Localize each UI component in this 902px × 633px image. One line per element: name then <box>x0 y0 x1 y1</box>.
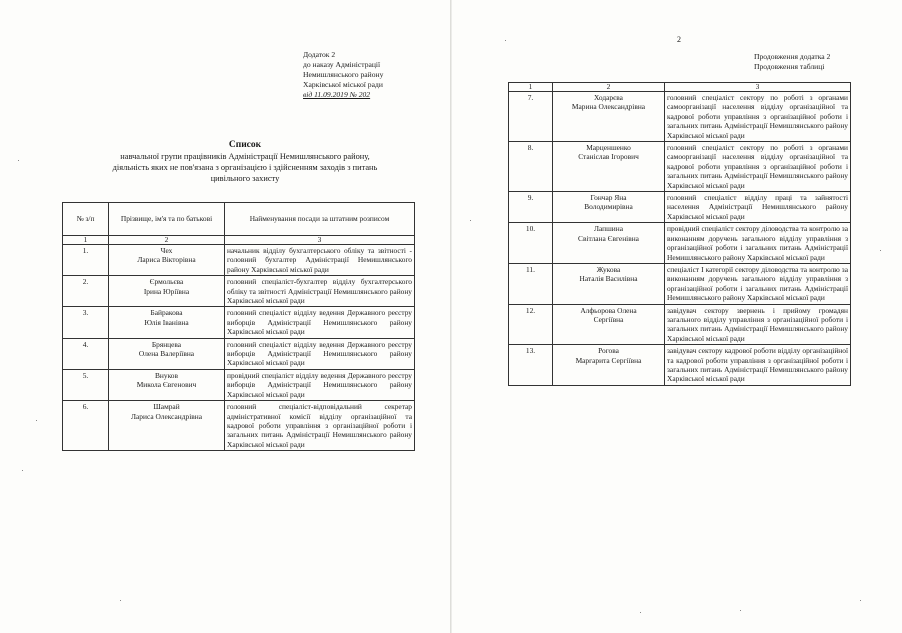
index-cell: 3 <box>665 83 851 92</box>
position-title: головний спеціаліст відділу ведення Державного реєстру виборців Адміністрації Немишлянського району Харківської міської ради <box>225 338 415 369</box>
document-title <box>60 140 430 184</box>
employee-surname: Внуков <box>155 370 178 380</box>
scan-speck <box>740 610 741 611</box>
page-number: 2 <box>677 35 681 44</box>
row-number: 9. <box>509 192 553 223</box>
index-cell: 2 <box>553 83 665 92</box>
employee-surname: Жукова <box>596 264 621 274</box>
employee-name-cell <box>109 307 225 338</box>
employee-name-cell <box>109 369 225 400</box>
table-row <box>63 338 415 369</box>
employee-surname: Брянцева <box>151 339 182 349</box>
row-number: 2. <box>63 276 109 307</box>
left-rows <box>63 245 415 451</box>
title-line-2: діяльність яких не пов'язана з організацією і здійсненням заходів з питань <box>112 163 378 172</box>
employee-surname: Єрмольєва <box>149 277 184 287</box>
table-row <box>63 307 415 338</box>
row-number: 4. <box>63 338 109 369</box>
employee-surname: Гончар Яна <box>590 193 627 203</box>
employee-name-cell <box>553 345 665 386</box>
employee-surname: Байракова <box>150 308 183 318</box>
employee-name-cell <box>109 338 225 369</box>
scan-speck <box>120 600 121 601</box>
table-row <box>509 304 851 345</box>
scan-speck <box>36 420 37 421</box>
scan-speck <box>18 160 19 161</box>
employee-given-names: Маргарита Сергіївна <box>575 355 642 365</box>
position-title: головний спеціаліст сектору по роботі з органами самоорганізації населення відділу організаційної та кадрової роботи управління з організаційної роботи і загальних питань Адміністрації Немишлянського району Харківської міської ради <box>665 92 851 142</box>
position-title: головний спеціаліст сектору по роботі з органами самоорганізації населення відділу організаційної та кадрової роботи управління з організаційної роботи і загальних питань Адміністрації Немишлянського району Харківської міської ради <box>665 142 851 192</box>
position-title: начальник відділу бухгалтерського обліку та звітності - головний бухгалтер Адміністрації Немишлянського району Харківської міської ради <box>225 245 415 276</box>
employee-surname: Марценшенко <box>586 143 631 153</box>
employee-given-names: Микола Євгенович <box>136 380 197 390</box>
left-page <box>0 0 450 633</box>
employee-name-cell <box>553 192 665 223</box>
table-row <box>509 142 851 192</box>
row-number: 6. <box>63 401 109 451</box>
employee-name-cell <box>109 245 225 276</box>
employee-name-cell <box>553 92 665 142</box>
table-index-row <box>509 83 851 92</box>
scan-speck <box>22 470 23 471</box>
position-title: головний спеціаліст відділу ведення Державного реєстру виборців Адміністрації Немишлянського району Харківської міської ради <box>225 307 415 338</box>
staff-table-right <box>508 82 851 386</box>
index-cell: 1 <box>63 236 109 245</box>
table-row <box>63 245 415 276</box>
position-title: завідувач сектору кадрової роботи відділу організаційної та кадрової роботи управління з організаційної роботи і загальних питань Адміністрації Немишлянського району Харківської міської ради <box>665 345 851 386</box>
table-row <box>509 345 851 386</box>
index-cell: 1 <box>509 83 553 92</box>
position-title: головний спеціаліст відділу праці та зайнятості населення Адміністрації Немишлянського району Харківської міської ради <box>665 192 851 223</box>
employee-given-names: Сергіївна <box>593 314 624 324</box>
city-council-name: Харківської міської ради <box>303 80 383 89</box>
order-date-number: від 11.09.2019 № 202 <box>303 90 371 99</box>
continuation-appendix: Продовження додатка 2 <box>754 52 831 61</box>
employee-name-cell <box>553 263 665 304</box>
index-cell: 2 <box>109 236 225 245</box>
position-title: провідний спеціаліст відділу ведення Державного реєстру виборців Адміністрації Немишлянського району Харківської міської ради <box>225 369 415 400</box>
table-row <box>63 369 415 400</box>
table-row <box>63 401 415 451</box>
employee-given-names: Марина Олександрівна <box>571 102 646 112</box>
employee-name-cell <box>109 401 225 451</box>
row-number: 7. <box>509 92 553 142</box>
position-title: головний спеціаліст-відповідальний секретар адміністративної комісії відділу організаційної та кадрової роботи управління з організаційної роботи і загальних питань Адміністрації Немишлянського району Харківської міської ради <box>225 401 415 451</box>
header-num: № з/п <box>63 203 109 236</box>
scan-speck <box>860 600 861 601</box>
scan-speck <box>640 612 641 613</box>
continuation-table: Продовження таблиці <box>754 62 825 71</box>
employee-surname: Шамрай <box>153 402 180 412</box>
position-title: спеціаліст І категорії сектору діловодства та контролю за виконанням доручень загального відділу управління з організаційної роботи і загальних питань Адміністрації Немишлянського району Харківської міської ради <box>665 263 851 304</box>
table-header-row <box>63 203 415 236</box>
order-reference: до наказу Адміністрації <box>303 60 381 69</box>
district-name: Немишлянського району <box>303 70 384 79</box>
employee-surname: Алфьорова Олена <box>580 305 637 315</box>
staff-table-left <box>62 202 415 451</box>
header-position: Найменування посади за штатним розписом <box>225 203 415 236</box>
right-rows <box>509 92 851 386</box>
row-number: 10. <box>509 223 553 264</box>
table-row <box>509 192 851 223</box>
index-cell: 3 <box>225 236 415 245</box>
row-number: 8. <box>509 142 553 192</box>
table-row <box>509 263 851 304</box>
employee-given-names: Наталія Василівна <box>579 274 638 284</box>
right-page <box>452 0 902 633</box>
employee-given-names: Станіслав Ігорович <box>578 152 639 162</box>
employee-given-names: Світлана Євгенівна <box>578 233 639 243</box>
table-row <box>63 276 415 307</box>
table-row <box>509 223 851 264</box>
title-heading: Список <box>228 140 262 150</box>
continuation-header <box>754 52 830 72</box>
employee-name-cell <box>553 142 665 192</box>
row-number: 1. <box>63 245 109 276</box>
scan-speck <box>505 40 506 41</box>
employee-surname: Чех <box>160 246 173 255</box>
employee-given-names: Ірина Юріївна <box>143 286 190 296</box>
title-line-3: цивільного захисту <box>210 174 280 183</box>
employee-given-names: Володимирівна <box>584 202 633 212</box>
employee-given-names: Лариса Олександрівна <box>131 411 202 421</box>
employee-name-cell <box>109 276 225 307</box>
row-number: 5. <box>63 369 109 400</box>
row-number: 11. <box>509 263 553 304</box>
table-index-row <box>63 236 415 245</box>
employee-surname: Рогова <box>598 346 619 356</box>
table-row <box>509 92 851 142</box>
position-title: завідувач сектору звернень і прийому громадян загального відділу управління з організаційної роботи і загальних питань Адміністрації Немишлянського району Харківської міської ради <box>665 304 851 345</box>
scan-speck <box>470 220 471 221</box>
header-name: Прізвище, ім'я та по батькові <box>109 203 225 236</box>
position-title: головний спеціаліст-бухгалтер відділу бухгалтерського обліку та звітності Адміністрації Немишлянського району Харківської міської ради <box>225 276 415 307</box>
employee-name-cell <box>553 304 665 345</box>
employee-name-cell <box>553 223 665 264</box>
title-line-1: навчальної групи працівників Адміністрації Немишлянського району, <box>120 152 370 161</box>
appendix-label: Додаток 2 <box>303 50 336 59</box>
appendix-header <box>303 50 423 100</box>
position-title: провідний спеціаліст сектору діловодства та контролю за виконанням доручень загального відділу управління з організаційної роботи і загальних питань Адміністрації Немишлянського району Харківської міської ради <box>665 223 851 264</box>
row-number: 13. <box>509 345 553 386</box>
row-number: 3. <box>63 307 109 338</box>
employee-given-names: Олена Валеріївна <box>138 349 195 359</box>
scan-speck <box>880 250 881 251</box>
employee-surname: Ходарєва <box>594 93 623 102</box>
employee-surname: Лапшина <box>593 224 624 234</box>
employee-given-names: Лариса Вікторівна <box>137 255 196 265</box>
row-number: 12. <box>509 304 553 345</box>
employee-given-names: Юлія Іванівна <box>144 317 189 327</box>
